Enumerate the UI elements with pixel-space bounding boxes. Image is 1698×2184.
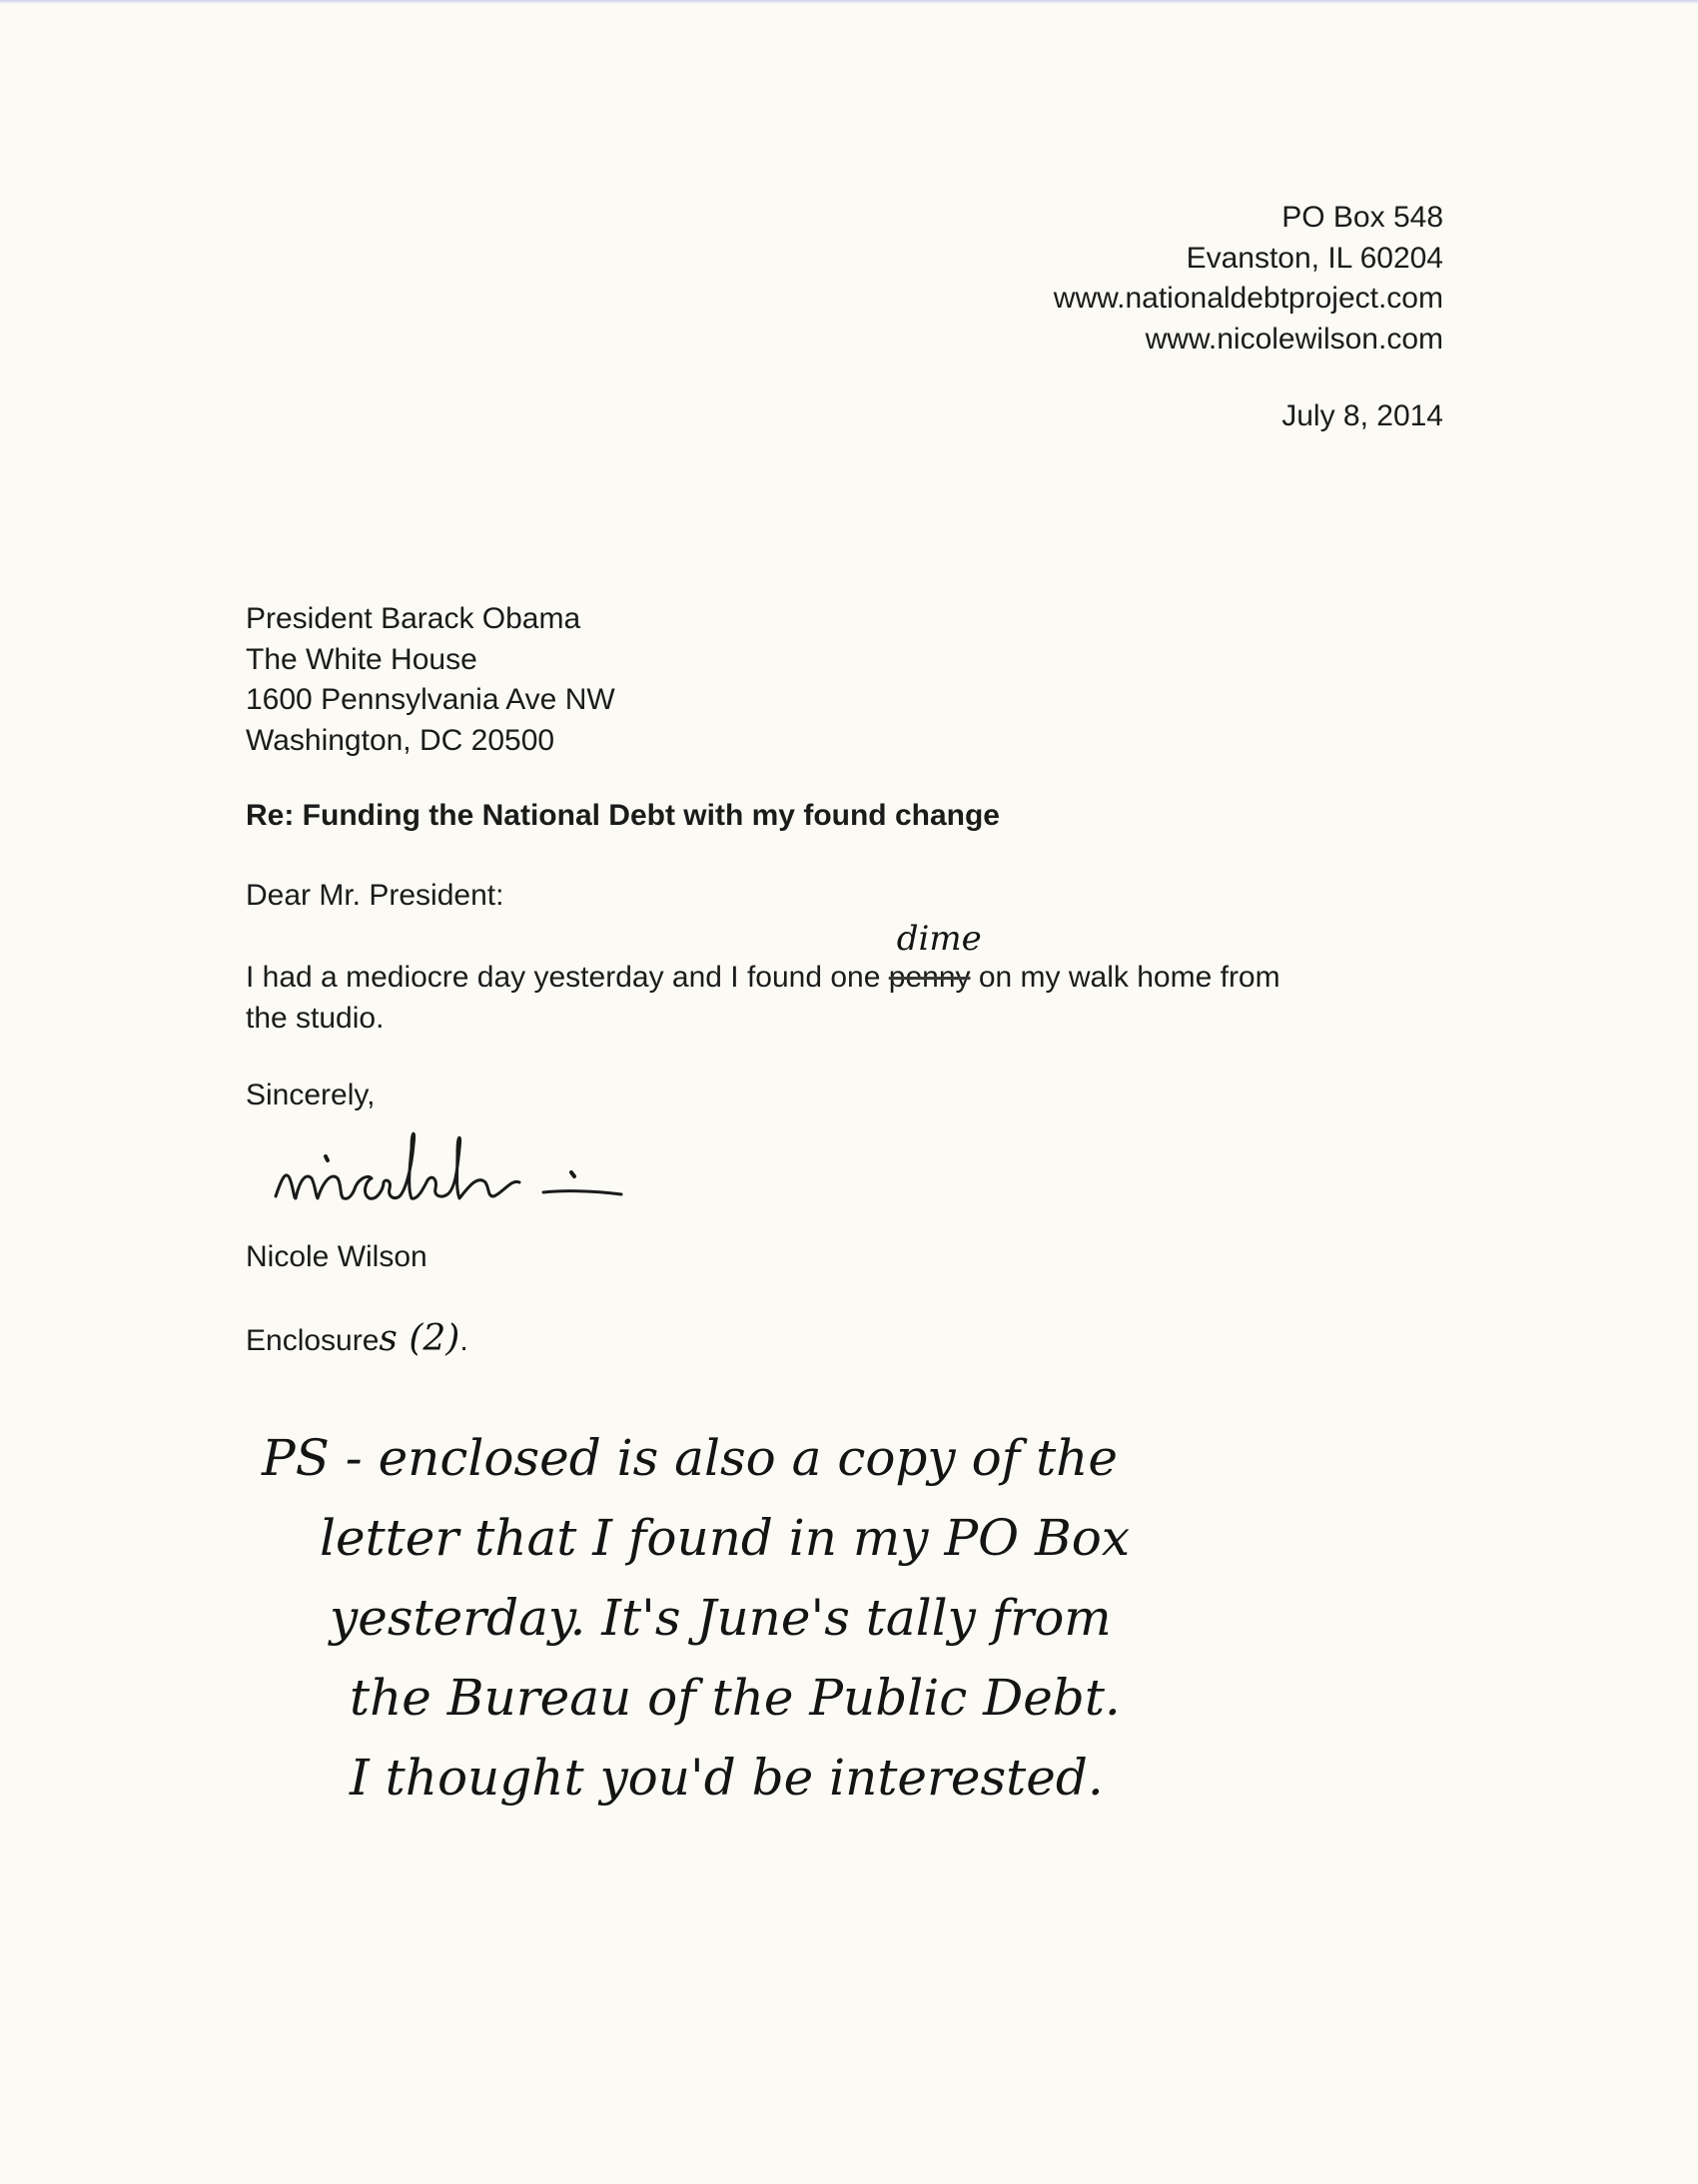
handwritten-signature [272, 1108, 631, 1218]
recipient-street: 1600 Pennsylvania Ave NW [246, 683, 615, 716]
letter-body [246, 919, 1444, 1039]
enclosure-period: . [459, 1324, 468, 1357]
enclosure-handwritten: s (2) [379, 1318, 460, 1359]
recipient-address [246, 599, 615, 761]
enclosure-typed: Enclosure [246, 1324, 380, 1357]
closing: Sincerely, [246, 1079, 376, 1111]
website-nicole-wilson: www.nicolewilson.com [1145, 322, 1443, 356]
website-national-debt-project: www.nationaldebtproject.com [1053, 282, 1443, 315]
corrected-word [888, 919, 982, 998]
letter-date: July 8, 2014 [1281, 399, 1443, 432]
body-line-2: the studio. [246, 1002, 385, 1035]
body-text-after: on my walk home from [970, 961, 1280, 994]
return-address [1054, 198, 1443, 360]
subject-line: Re: Funding the National Debt with my found change [246, 799, 1000, 832]
handwritten-correction: dime [896, 919, 982, 959]
salutation: Dear Mr. President: [246, 879, 504, 912]
signer-name: Nicole Wilson [246, 1240, 427, 1273]
recipient-organization: The White House [246, 642, 477, 676]
recipient-name: President Barack Obama [246, 602, 581, 635]
postscript-line-4: the Bureau of the Public Debt. [350, 1669, 1121, 1727]
body-line-1 [246, 919, 1444, 998]
postscript-line-1: PS - enclosed is also a copy of the [262, 1429, 1118, 1487]
postscript-line-2: letter that I found in my PO Box [320, 1509, 1131, 1567]
body-text-before: I had a mediocre day yesterday and I found one [246, 961, 889, 994]
handwritten-postscript [250, 1418, 1249, 1818]
postscript-line-3: yesterday. It's June's tally from [330, 1589, 1112, 1647]
struck-word: penny [888, 961, 971, 994]
enclosure-line [246, 1318, 468, 1359]
recipient-city: Washington, DC 20500 [246, 723, 555, 757]
po-box: PO Box 548 [1281, 201, 1443, 234]
postscript-line-5: I thought you'd be interested. [350, 1749, 1104, 1807]
page-top-edge [0, 0, 1698, 4]
city-state-zip: Evanston, IL 60204 [1186, 241, 1443, 275]
